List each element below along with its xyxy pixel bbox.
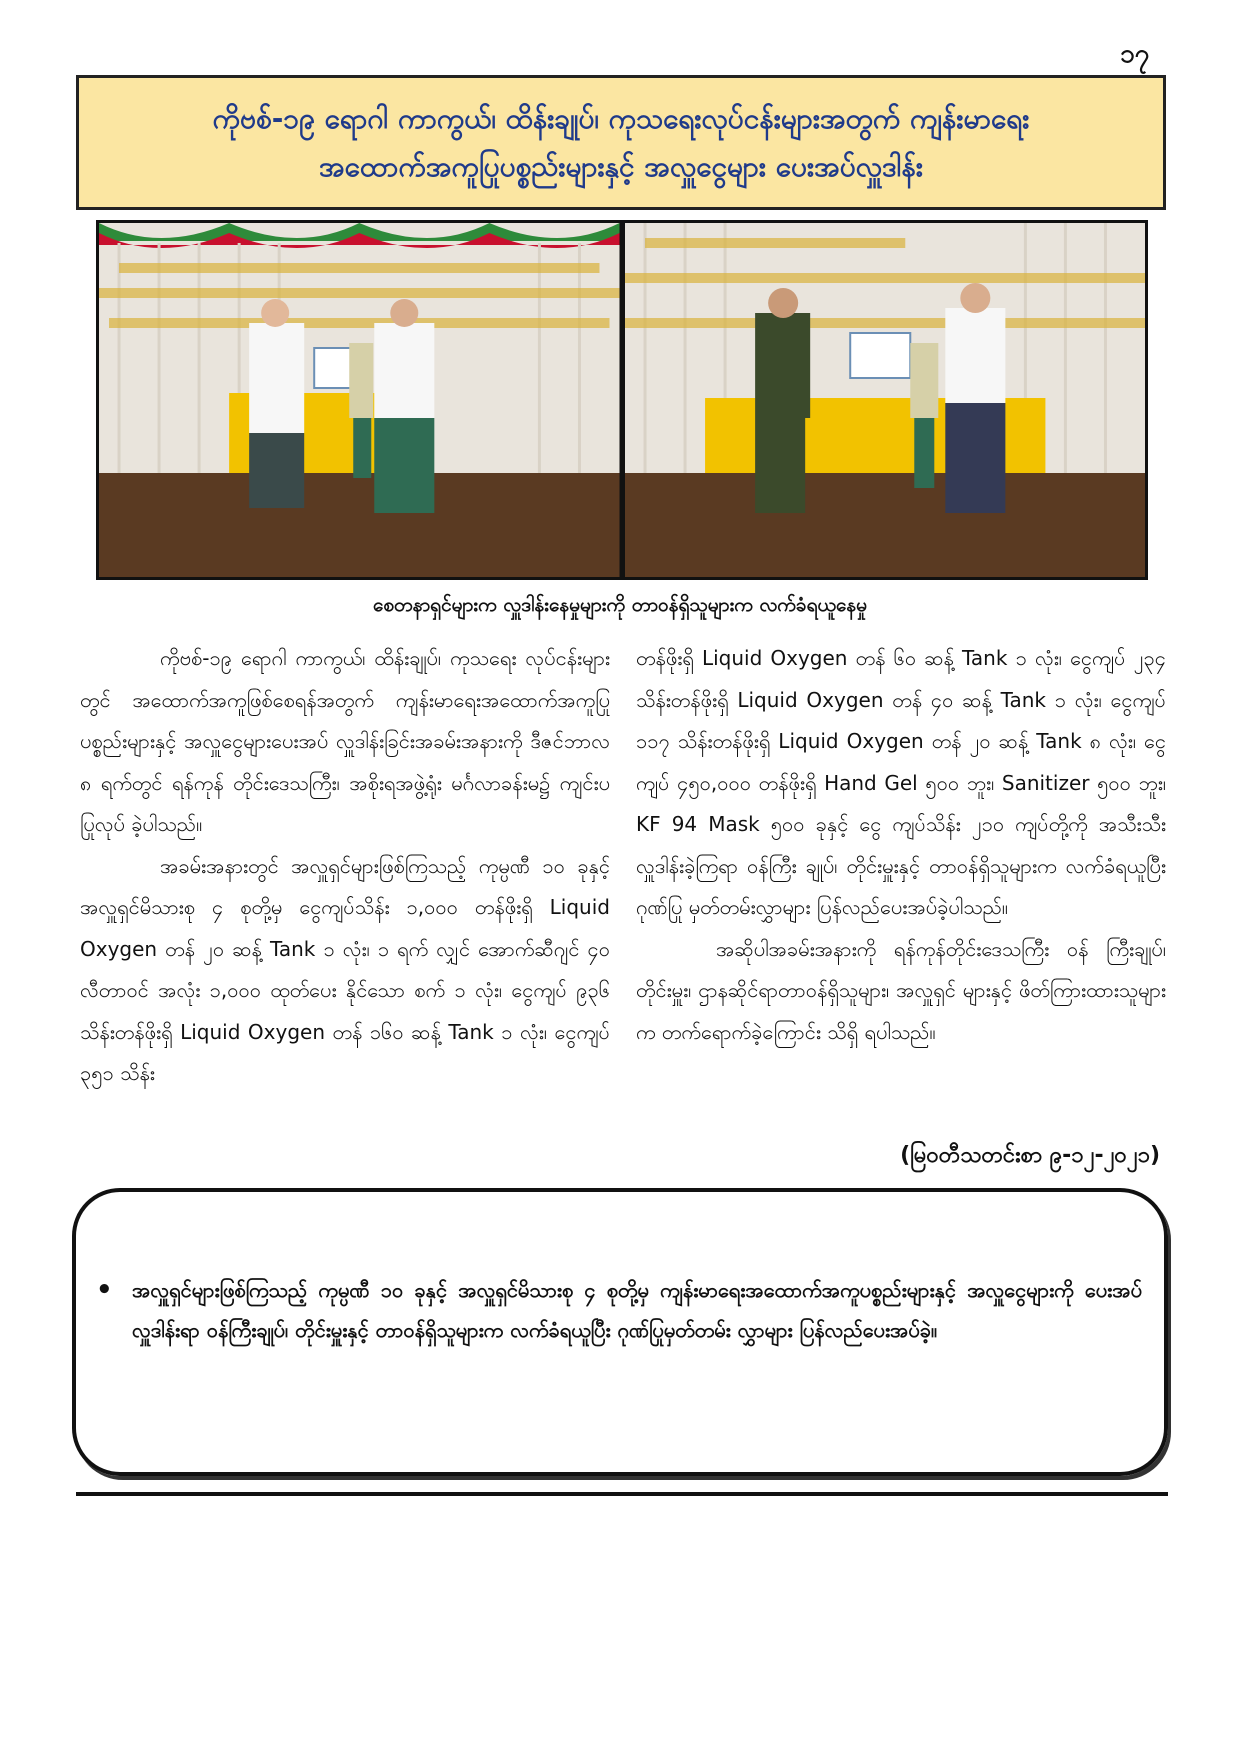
photo-caption: စေတနာရှင်များက လှူဒါန်းနေမှုများကို တာဝန်ရှိသူများက လက်ခံရယူနေမှု [373, 594, 867, 616]
page-number: ၁၇ [1120, 39, 1150, 69]
bullet-icon: • [96, 1275, 113, 1305]
article-paragraph: အဆိုပါအခမ်းအနားကို ရန်ကုန်တိုင်းဒေသကြီး ဝန် ကြီးချုပ်၊ တိုင်းမှူး၊ ဌာနဆိုင်ရာတာဝန်ရှိသူများ၊ အလှူရှင် များနှင့် ဖိတ်ကြားထားသူများက တက်ရောက်ခဲ့ကြောင်း သိရှိ ရပါသည်။ [636, 936, 1166, 1044]
summary-text: အလှူရှင်များဖြစ်ကြသည့် ကုမ္ပဏီ ၁၀ ခုနှင့် အလှူရှင်မိသားစု ၄ စုတို့မှ ကျန်းမာရေးအထောက်အကူပစ္စည်းများနှင့် အလှူငွေများကို ပေးအပ်လှူဒါန်းရာ ဝန်ကြီးချုပ်၊ တိုင်းမှူးနှင့် တာဝန်ရှိသူများက လက်ခံရယူပြီး ဂုဏ်ပြုမှတ်တမ်း လွှာများ ပြန်လည်ပေးအပ်ခဲ့။ [132, 1278, 1142, 1342]
article-paragraph: တန်ဖိုးရှိ Liquid Oxygen တန် ၆၀ ဆန့် Tank ၁ လုံး၊ ငွေကျပ် ၂၃၄ သိန်းတန်ဖိုးရှိ Liquid Oxygen တန် ၄၀ ဆန့် Tank ၁ လုံး၊ ငွေကျပ် ၁၁၇ သိန်းတန်ဖိုးရှိ Liquid Oxygen တန် ၂၀ ဆန့် Tank ၈ လုံး၊ ငွေကျပ် ၄၅၀,၀၀၀ တန်ဖိုးရှိ Hand Gel ၅၀၀ ဘူး၊ Sanitizer ၅၀၀ ဘူး၊ KF 94 Mask ၅၀၀ ခုနှင့် ငွေ ကျပ်သိန်း ၂၁၀ ကျပ်တို့ကို အသီးသီးလှူဒါန်းခဲ့ကြရာ ဝန်ကြီး ချုပ်၊ တိုင်းမှူးနှင့် တာဝန်ရှိသူများက လက်ခံရယူပြီး ဂုဏ်ပြု မှတ်တမ်းလွှာများ ပြန်လည်ပေးအပ်ခဲ့ပါသည်။ [636, 646, 1166, 919]
headline-line-2: အထောက်အကူပြုပစ္စည်းများနှင့် အလှူငွေများ ပေးအပ်လှူဒါန်း [318, 149, 924, 183]
source-citation: (မြဝတီသတင်းစာ ၉-၁၂-၂၀၂၁) [900, 1143, 1160, 1168]
article-column-left [80, 638, 610, 1095]
article-paragraph: အခမ်းအနားတွင် အလှူရှင်များဖြစ်ကြသည့် ကုမ္ပဏီ ၁၀ ခုနှင့် အလှူရှင်မိသားစု ၄ စုတို့မှ ငွေကျပ်သိန်း ၁,၀၀၀ တန်ဖိုးရှိ Liquid Oxygen တန် ၂၀ ဆန့် Tank ၁ လုံး၊ ၁ ရက် လျှင် အောက်ဆီဂျင် ၄၀ လီတာဝင် အလုံး ၁,၀၀၀ ထုတ်ပေး နိုင်သော စက် ၁ လုံး၊ ငွေကျပ် ၉၃၆ သိန်းတန်ဖိုးရှိ Liquid Oxygen တန် ၁၆၀ ဆန့် Tank ၁ လုံး၊ ငွေကျပ် ၃၅၁ သိန်း [80, 853, 610, 1085]
headline-box [76, 75, 1166, 210]
article-column-right [636, 638, 1166, 1053]
headline-line-1: ကိုဗစ်-၁၉ ရောဂါ ကာကွယ်၊ ထိန်းချုပ်၊ ကုသရေးလုပ်ငန်းများအတွက် ကျန်းမာရေး [212, 101, 1030, 135]
article-paragraph: ကိုဗစ်-၁၉ ရောဂါ ကာကွယ်၊ ထိန်းချုပ်၊ ကုသရေး လုပ်ငန်းများတွင် အထောက်အကူဖြစ်စေရန်အတွက် ကျန်းမာရေးအထောက်အကူပြုပစ္စည်းများနှင့် အလှူငွေများပေးအပ် လှူဒါန်းခြင်းအခမ်းအနားကို ဒီဇင်ဘာလ ၈ ရက်တွင် ရန်ကုန် တိုင်းဒေသကြီး၊ အစိုးရအဖွဲ့ရုံး မင်္ဂလာခန်းမ၌ ကျင်းပပြုလုပ် ခဲ့ပါသည်။ [80, 646, 610, 836]
donation-photo-left [99, 223, 620, 577]
bottom-divider [76, 1492, 1168, 1496]
photo-strip [96, 220, 1148, 580]
donation-photo-right [620, 223, 1146, 577]
